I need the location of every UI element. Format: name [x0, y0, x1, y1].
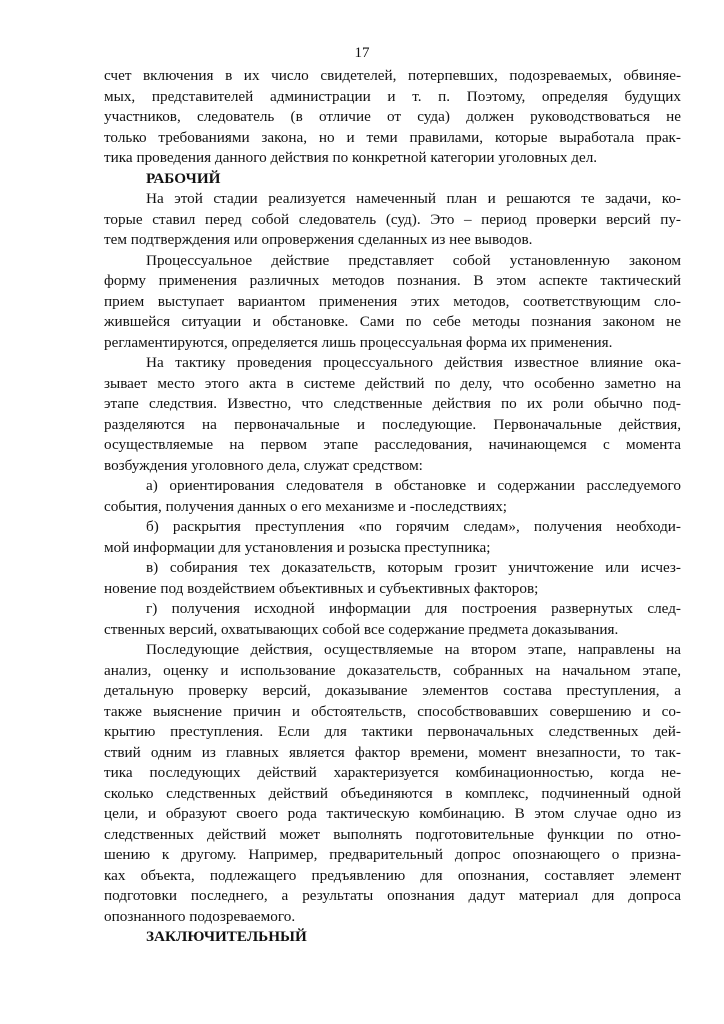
paragraph [104, 66, 681, 169]
paragraph [104, 558, 681, 599]
text-line: только требованиями закона, но и теми правилами, которые выработала прак- [104, 128, 681, 146]
text-line: г) получения исходной информации для построения развернутых след- [146, 600, 681, 617]
paragraph [104, 476, 681, 517]
section-heading: ЗАКЛЮЧИТЕЛЬНЫЙ [146, 928, 307, 945]
text-line: На тактику проведения процессуального действия известное влияние ока- [146, 354, 681, 371]
text-line: следственных действий может выполнять подготовительные функции по отно- [104, 825, 681, 843]
text-line: а) ориентирования следователя в обстановке и содержании расследуемого [146, 477, 681, 494]
text-line: осуществляемые на первом этапе расследования, начинающемся с момента [104, 436, 681, 453]
text-line: детальную проверку версий, доказывание элементов состава преступления, а [104, 682, 681, 699]
paragraph [104, 353, 681, 476]
text-line: этапе следствия. Известно, что следственные действия по их роли обычно под- [104, 395, 681, 412]
text-line: ствий одним из главных является фактор времени, момент внезапности, то так- [104, 743, 681, 761]
text-line: участников, следователь (в отличие от суда) должен руководствоваться не [104, 108, 681, 125]
text-line: На этой стадии реализуется намеченный план и решаются те задачи, ко- [146, 190, 681, 207]
text-line: мых, представителей администрации и т. п. Поэтому, определяя будущих [104, 87, 681, 105]
text-line: ках объекта, подлежащего предъявлению для опознания, составляет элемент [104, 866, 681, 884]
text-line: ственных версий, охватывающих собой все содержание предмета доказывания. [104, 620, 619, 638]
page-number: 17 [354, 45, 370, 61]
paragraph [104, 251, 681, 354]
text-line: анализ, оценку и использование доказательств, собранных на начальном этапе, [104, 661, 681, 679]
text-line: тем подтверждения или опровержения сделанных из нее выводов. [104, 231, 533, 248]
text-line: Процессуальное действие представляет собой установленную законом [146, 251, 681, 269]
text-line: жившейся ситуации и обстановке. Сами по себе методы познания законом не [104, 313, 681, 330]
text-line: тика последующих действий характеризуется комбинационностью, когда не- [104, 764, 681, 781]
paragraph [104, 189, 681, 251]
section-heading: РАБОЧИЙ [146, 169, 221, 187]
text-line: опознанного подозреваемого. [104, 907, 296, 925]
text-line: крытию преступления. Если для тактики первоначальных следственных дей- [104, 723, 681, 740]
text-line: мой информации для установления и розыска преступника; [104, 538, 491, 556]
paragraph [104, 599, 681, 640]
text-line: подготовки последнего, а результаты опознания дадут материал для допроса [104, 887, 681, 904]
text-line: зывает место этого акта в системе действий по делу, что особенно заметно на [104, 374, 681, 392]
text-line: регламентируются, определяется лишь процессуальная форма их применения. [104, 333, 613, 351]
text-line: б) раскрытия преступления «по горячим следам», получения необходи- [146, 518, 681, 535]
text-line: сколько следственных действий объединяются в комплекс, подчиненный одной [104, 784, 681, 802]
text-line: новение под воздействием объективных и субъективных факторов; [104, 579, 539, 597]
text-line: события, получения данных о его механизме и -последствиях; [104, 497, 508, 515]
document-body [104, 66, 681, 948]
paragraph [104, 517, 681, 558]
text-line: также выяснение причин и обстоятельств, способствовавших совершению и со- [104, 702, 681, 720]
text-line: возбуждения уголовного дела, служат средством: [104, 456, 423, 474]
text-line: счет включения в их число свидетелей, потерпевших, подозреваемых, обвиняе- [104, 67, 681, 84]
text-line: торые ставил перед собой следователь (суд). Это – период проверки версий пу- [104, 210, 681, 228]
paragraph [104, 640, 681, 927]
text-line: тика проведения данного действия по конкретной категории уголовных дел. [104, 149, 598, 166]
text-line: Последующие действия, осуществляемые на втором этапе, направлены на [146, 641, 681, 658]
text-line: прием выступает вариантом применения этих методов, соответствующим сло- [104, 292, 681, 310]
text-line: разделяются на первоначальные и последующие. Первоначальные действия, [104, 415, 681, 433]
text-line: шению к другому. Например, предварительный допрос опознающего о призна- [104, 846, 681, 863]
text-line: форму применения различных методов познания. В этом аспекте тактический [104, 272, 681, 289]
text-line: в) собирания тех доказательств, которым грозит уничтожение или исчез- [146, 559, 681, 576]
text-line: цели, и образуют своего рода тактическую комбинацию. В этом случае одно из [104, 805, 681, 822]
